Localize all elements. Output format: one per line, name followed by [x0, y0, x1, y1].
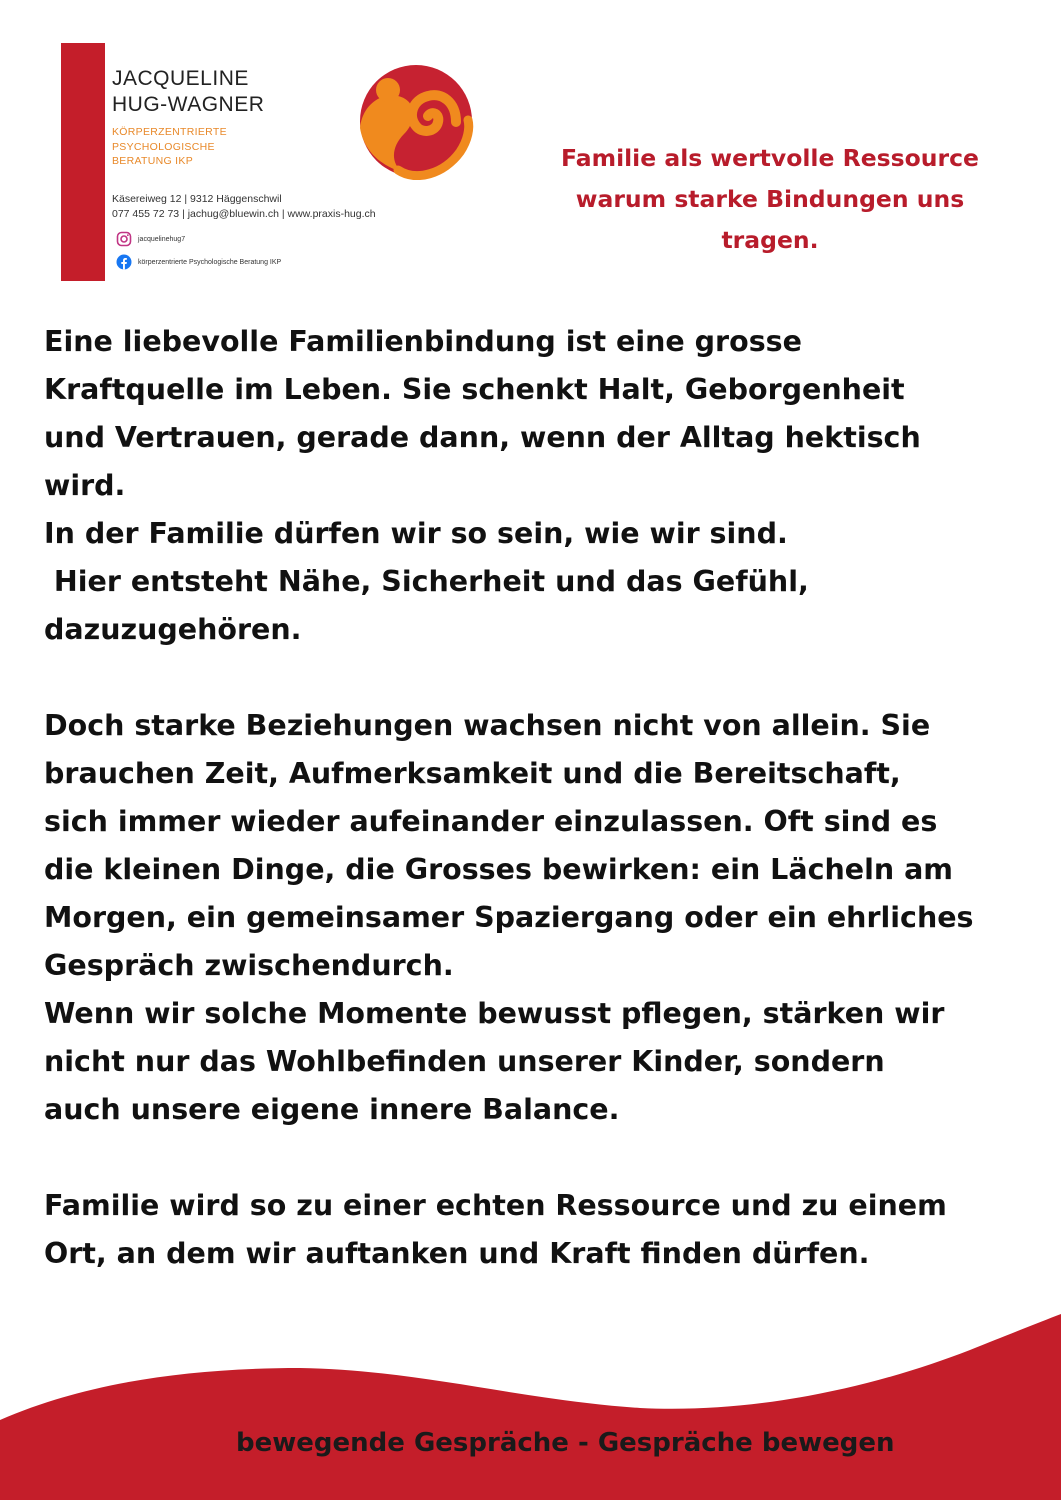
body-line: Familie wird so zu einer echten Ressource und zu einem [44, 1189, 947, 1222]
body-line: nicht nur das Wohlbefinden unserer Kinder, sondern [44, 1045, 885, 1078]
body-line: Wenn wir solche Momente bewusst pflegen, stärken wir [44, 997, 945, 1030]
body-line: Doch starke Beziehungen wachsen nicht von allein. Sie [44, 709, 931, 742]
body-line: und Vertrauen, gerade dann, wenn der Alltag hektisch [44, 421, 921, 454]
footer-slogan: bewegende Gespräche - Gespräche bewegen [236, 1428, 895, 1458]
body-line: sich immer wieder aufeinander einzulassen. Oft sind es [44, 805, 938, 838]
body-line: Eine liebevolle Familienbindung ist eine grosse [44, 325, 802, 358]
body-line: die kleinen Dinge, die Grosses bewirken: ein Lächeln am [44, 853, 953, 886]
body-line: Hier entsteht Nähe, Sicherheit und das Gefühl, [44, 565, 809, 598]
facebook-link[interactable]: körperzentrierte Psychologische Beratung IKP [116, 254, 281, 270]
body-line: brauchen Zeit, Aufmerksamkeit und die Bereitschaft, [44, 757, 901, 790]
body-line: Kraftquelle im Leben. Sie schenkt Halt, Geborgenheit [44, 373, 905, 406]
headline: Familie als wertvolle Ressource warum starke Bindungen uns tragen. [561, 144, 979, 254]
body-line: Ort, an dem wir auftanken und Kraft finden dürfen. [44, 1237, 870, 1270]
body-line: Morgen, ein gemeinsamer Spaziergang oder ein ehrliches [44, 901, 974, 934]
instagram-link[interactable]: jacquelinehug7 [116, 231, 185, 247]
body-line: Gespräch zwischendurch. [44, 949, 454, 982]
body-line: In der Familie dürfen wir so sein, wie wir sind. [44, 517, 788, 550]
body-line: dazuzugehören. [44, 613, 302, 646]
body-line: wird. [44, 469, 126, 502]
practice-subtitle: KÖRPERZENTRIERTE PSYCHOLOGISCHE BERATUNG IKP [112, 126, 227, 167]
practitioner-name: JACQUELINE HUG-WAGNER [112, 67, 265, 116]
contact-address: Käsereiweg 12 | 9312 Häggenschwil 077 455 72 73 | jachug@bluewin.ch | www.praxis-hug.ch [112, 193, 376, 220]
body-line: auch unsere eigene innere Balance. [44, 1093, 620, 1126]
